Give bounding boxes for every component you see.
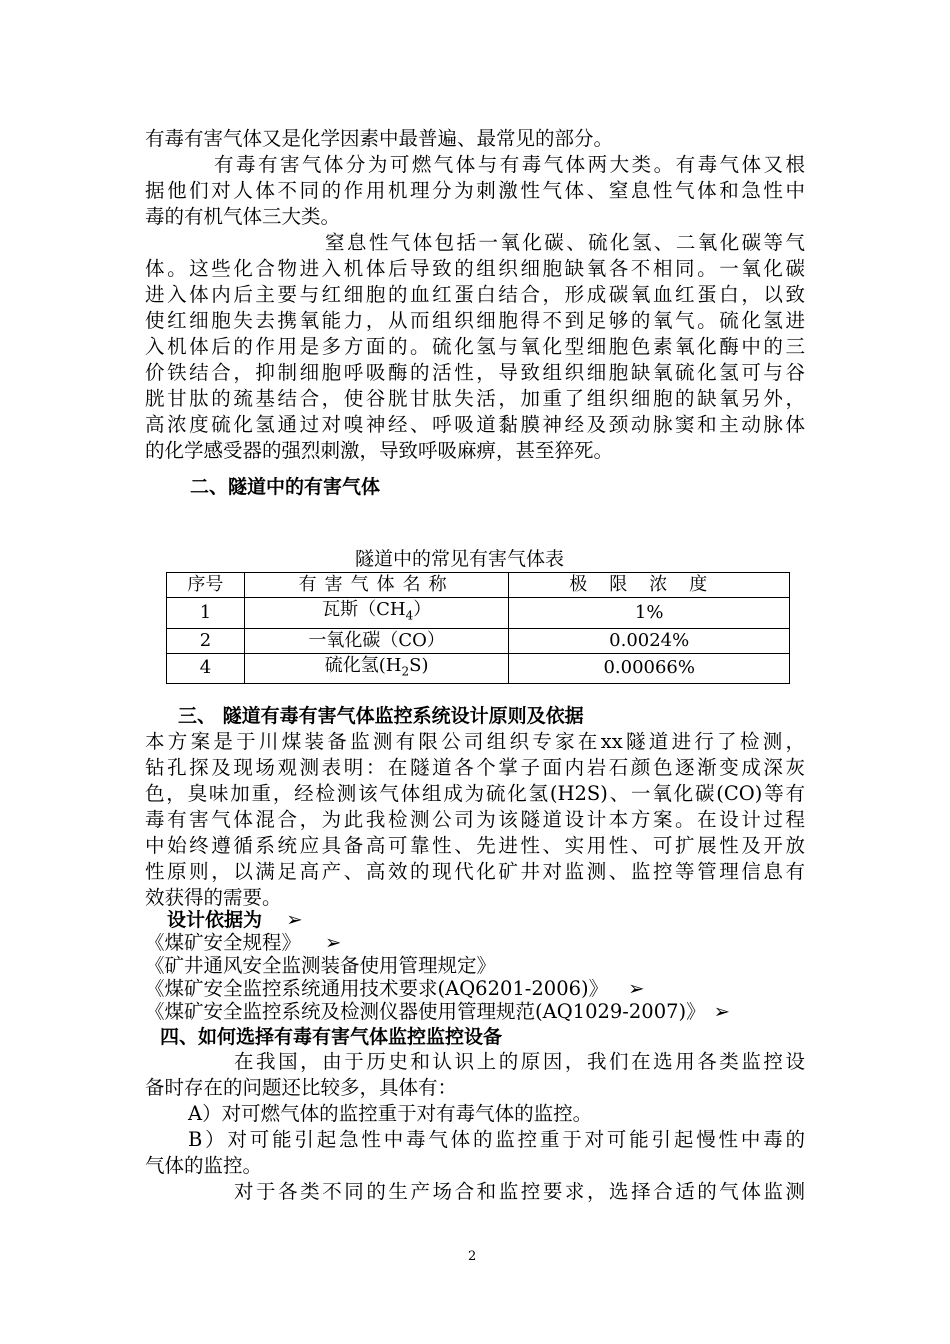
regulation-item: 《煤矿安全规程》 ➢ <box>145 931 342 954</box>
regulation-item: 《煤矿安全监控系统及检测仪器使用管理规范(AQ1029-2007)》 ➢ <box>145 1000 730 1023</box>
section4-heading: 四、如何选择有毒有害气体监控监控设备 <box>160 1026 503 1048</box>
para3-line-5: 入机体后的作用是多方面的。硫化氢与氧化型细胞色素氧化酶中的三 <box>145 335 805 358</box>
gas-table <box>166 572 790 684</box>
table-row <box>167 653 790 684</box>
table-row <box>167 628 790 653</box>
design-basis-label: 设计依据为 <box>167 909 263 931</box>
row-gas-name: 一氧化碳（CO） <box>244 628 509 653</box>
row-no: 1 <box>167 598 245 629</box>
para2-line-1: 有毒有害气体分为可燃气体与有毒气体两大类。有毒气体又根 <box>214 153 805 176</box>
para3-line-7: 胱甘肽的巯基结合，使谷胱甘肽失活，加重了组织细胞的缺氧另外， <box>145 387 805 410</box>
regulation-item: 《矿井通风安全监测装备使用管理规定》 <box>145 954 497 977</box>
section3-line-3: 色，臭味加重，经检测该气体组成为硫化氢(H2S)、一氧化碳(CO)等有 <box>145 782 805 805</box>
table-caption: 隧道中的常见有害气体表 <box>355 548 565 570</box>
row-no: 2 <box>167 628 245 653</box>
para2-line-2: 据他们对人体不同的作用机理分为刺激性气体、窒息性气体和急性中 <box>145 179 805 202</box>
arrow-bullet-icon: ➢ <box>713 1000 730 1023</box>
section4-last-line: 对于各类不同的生产场合和监控要求，选择合适的气体监测 <box>234 1180 805 1203</box>
para1-line-1: 有毒有害气体又是化学因素中最普遍、最常见的部分。 <box>145 127 614 150</box>
para3-line-2: 体。这些化合物进入机体后导致的组织细胞缺氧各不相同。一氧化碳 <box>145 257 805 280</box>
row-gas-name: 瓦斯$(CH_4)$ <box>244 598 509 629</box>
para3-line-1: 窒息性气体包括一氧化碳、硫化氢、二氧化碳等气 <box>325 231 805 254</box>
section4-item-b-line-2: 气体的监控。 <box>145 1154 263 1177</box>
section3-line-1: 本方案是于川煤装备监测有限公司组织专家在xx隧道进行了检测， <box>145 730 805 753</box>
section2-heading: 二、隧道中的有害气体 <box>190 476 381 498</box>
table-header-row <box>167 573 790 598</box>
arrow-bullet-icon: ➢ <box>628 977 645 1000</box>
para2-line-3: 毒的有机气体三大类。 <box>145 205 341 228</box>
section4-item-b-line-1: B）对可能引起急性中毒气体的监控重于对可能引起慢性中毒的 <box>188 1128 805 1151</box>
section4-intro-line-2: 备时存在的问题还比较多，具体有： <box>145 1076 458 1099</box>
row-limit: 0.0024% <box>509 628 790 653</box>
para3-line-9: 的化学感受器的强烈刺激，导致呼吸麻痹，甚至猝死。 <box>145 439 614 462</box>
regulation-item: 《煤矿安全监控系统通用技术要求(AQ6201-2006)》 ➢ <box>145 977 645 1000</box>
para3-line-4: 使红细胞失去携氧能力，从而组织细胞得不到足够的氧气。硫化氢进 <box>145 309 805 332</box>
row-limit: 1% <box>509 598 790 629</box>
section3-line-4: 毒有害气体混合，为此我检测公司为该隧道设计本方案。在设计过程 <box>145 808 805 831</box>
row-limit: 0.00066% <box>509 653 790 684</box>
section4-intro-line-1: 在我国，由于历史和认识上的原因，我们在选用各类监控设 <box>234 1050 805 1073</box>
header-limit: 极限浓度 <box>509 573 790 598</box>
row-gas-name: 硫化氢$(H_2S)$ <box>244 653 509 684</box>
row-no: 4 <box>167 653 245 684</box>
para3-line-8: 高浓度硫化氢通过对嗅神经、呼吸道黏膜神经及颈动脉窦和主动脉体 <box>145 413 805 436</box>
table-row <box>167 598 790 629</box>
arrow-bullet-icon: ➢ <box>325 931 342 954</box>
para3-line-3: 进入体内后主要与红细胞的血红蛋白结合，形成碳氧血红蛋白，以致 <box>145 283 805 306</box>
section3-line-6: 性原则，以满足高产、高效的现代化矿井对监测、监控等管理信息有 <box>145 860 805 883</box>
header-name: 有害气体名称 <box>244 573 509 598</box>
arrow-bullet-icon: ➢ <box>286 908 303 931</box>
section4-item-a: A）对可燃气体的监控重于对有毒气体的监控。 <box>188 1102 593 1125</box>
page-number: 2 <box>468 1249 477 1264</box>
section3-heading: 三、 隧道有毒有害气体监控系统设计原则及依据 <box>178 705 584 727</box>
header-no: 序号 <box>167 573 245 598</box>
section3-line-2: 钻孔探及现场观测表明：在隧道各个掌子面内岩石颜色逐渐变成深灰 <box>145 756 805 779</box>
para3-line-6: 价铁结合，抑制细胞呼吸酶的活性，导致组织细胞缺氧硫化氢可与谷 <box>145 361 805 384</box>
section3-line-5: 中始终遵循系统应具备高可靠性、先进性、实用性、可扩展性及开放 <box>145 834 805 857</box>
section3-line-7: 效获得的需要。 <box>145 886 282 909</box>
